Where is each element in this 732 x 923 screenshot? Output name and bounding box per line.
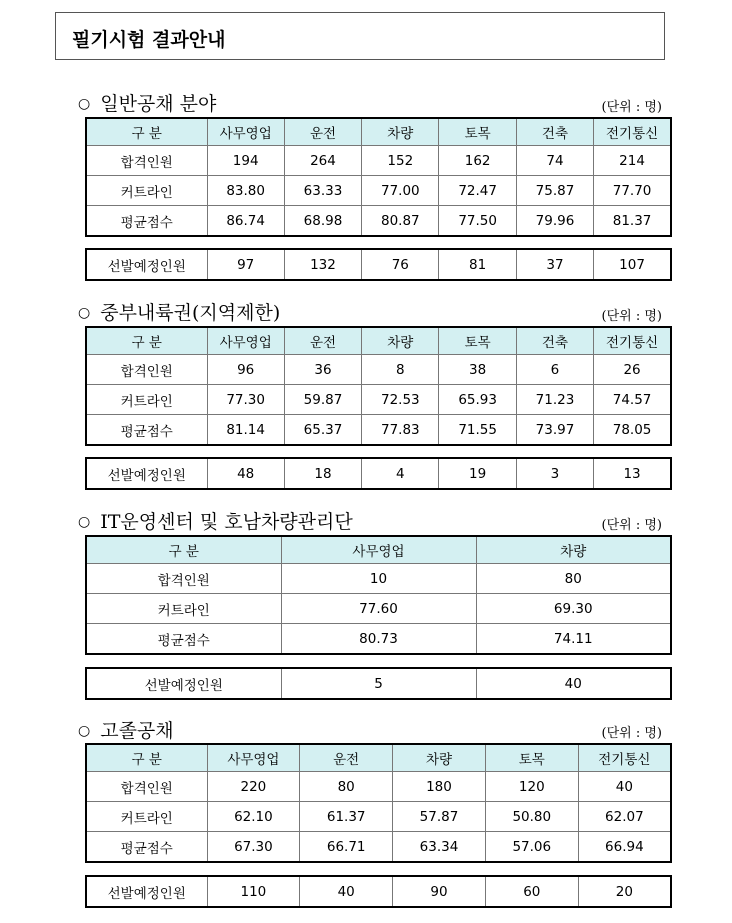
table-cell: 63.33 <box>284 176 361 206</box>
page-title: 필기시험 결과안내 <box>72 29 226 51</box>
table-cell: 10 <box>281 564 476 594</box>
column-header: 사무영업 <box>207 744 300 772</box>
selection-table-general <box>85 248 672 281</box>
selection-table-high-school <box>85 875 672 908</box>
column-header: 사무영업 <box>281 536 476 564</box>
table-cell: 26 <box>594 355 671 385</box>
column-header: 전기통신 <box>594 327 671 355</box>
table-cell: 96 <box>207 355 284 385</box>
table-cell: 83.80 <box>207 176 284 206</box>
row-label: 선발예정인원 <box>86 668 281 699</box>
table-row <box>86 772 671 802</box>
table-cell: 13 <box>594 458 671 489</box>
row-label: 커트라인 <box>86 385 207 415</box>
table-cell: 97 <box>207 249 284 280</box>
table-cell: 61.37 <box>300 802 393 832</box>
selection-table-it-honam <box>85 667 672 700</box>
table-cell: 40 <box>476 668 671 699</box>
table-cell: 63.34 <box>393 832 486 863</box>
table-cell: 73.97 <box>516 415 593 446</box>
table-cell: 77.50 <box>439 206 516 237</box>
table-cell: 110 <box>207 876 300 907</box>
table-row <box>86 355 671 385</box>
column-header: 운전 <box>284 327 361 355</box>
table-cell: 4 <box>362 458 439 489</box>
table-cell: 78.05 <box>594 415 671 446</box>
table-cell: 132 <box>284 249 361 280</box>
table-cell: 80 <box>300 772 393 802</box>
row-label: 선발예정인원 <box>86 458 207 489</box>
table-row <box>86 832 671 863</box>
table-cell: 77.70 <box>594 176 671 206</box>
table-header-row <box>86 118 671 146</box>
column-header: 전기통신 <box>594 118 671 146</box>
table-row <box>86 415 671 446</box>
table-cell: 72.53 <box>362 385 439 415</box>
table-cell: 80.87 <box>362 206 439 237</box>
table-cell: 69.30 <box>476 594 671 624</box>
results-table-it-honam <box>85 535 672 655</box>
table-cell: 57.87 <box>393 802 486 832</box>
results-table-high-school <box>85 743 672 863</box>
table-cell: 81 <box>439 249 516 280</box>
table-row <box>86 624 671 655</box>
table-cell: 81.37 <box>594 206 671 237</box>
row-label: 커트라인 <box>86 176 207 206</box>
column-header: 운전 <box>300 744 393 772</box>
column-header: 사무영업 <box>207 327 284 355</box>
table-cell: 40 <box>578 772 671 802</box>
table-cell: 37 <box>516 249 593 280</box>
column-header: 구 분 <box>86 536 281 564</box>
table-header-row <box>86 536 671 564</box>
table-row <box>86 564 671 594</box>
row-label: 합격인원 <box>86 772 207 802</box>
column-header: 건축 <box>516 327 593 355</box>
column-header: 건축 <box>516 118 593 146</box>
table-cell: 80 <box>476 564 671 594</box>
table-cell: 194 <box>207 146 284 176</box>
table-cell: 162 <box>439 146 516 176</box>
table-cell: 90 <box>393 876 486 907</box>
table-row <box>86 594 671 624</box>
table-cell: 180 <box>393 772 486 802</box>
table-cell: 3 <box>516 458 593 489</box>
table-cell: 48 <box>207 458 284 489</box>
table-cell: 36 <box>284 355 361 385</box>
results-table-general <box>85 117 672 237</box>
table-cell: 74.57 <box>594 385 671 415</box>
row-label: 합격인원 <box>86 564 281 594</box>
table-row <box>86 176 671 206</box>
selection-table-jungbu <box>85 457 672 490</box>
table-row <box>86 206 671 237</box>
column-header: 전기통신 <box>578 744 671 772</box>
table-cell: 220 <box>207 772 300 802</box>
table-cell: 19 <box>439 458 516 489</box>
unit-label: (단위 : 명) <box>601 726 662 741</box>
column-header: 차량 <box>393 744 486 772</box>
table-row <box>86 249 671 280</box>
table-cell: 77.30 <box>207 385 284 415</box>
table-cell: 62.10 <box>207 802 300 832</box>
column-header: 운전 <box>284 118 361 146</box>
table-row <box>86 668 671 699</box>
column-header: 토목 <box>439 118 516 146</box>
row-label: 선발예정인원 <box>86 249 207 280</box>
unit-label: (단위 : 명) <box>601 100 662 115</box>
row-label: 커트라인 <box>86 802 207 832</box>
table-cell: 86.74 <box>207 206 284 237</box>
table-cell: 77.83 <box>362 415 439 446</box>
table-cell: 60 <box>485 876 578 907</box>
column-header: 차량 <box>476 536 671 564</box>
table-cell: 77.00 <box>362 176 439 206</box>
column-header: 구 분 <box>86 327 207 355</box>
table-cell: 68.98 <box>284 206 361 237</box>
table-cell: 71.23 <box>516 385 593 415</box>
column-header: 차량 <box>362 327 439 355</box>
table-cell: 76 <box>362 249 439 280</box>
column-header: 구 분 <box>86 118 207 146</box>
row-label: 커트라인 <box>86 594 281 624</box>
table-cell: 79.96 <box>516 206 593 237</box>
table-cell: 214 <box>594 146 671 176</box>
table-cell: 107 <box>594 249 671 280</box>
table-cell: 6 <box>516 355 593 385</box>
table-cell: 264 <box>284 146 361 176</box>
table-row <box>86 146 671 176</box>
table-cell: 65.93 <box>439 385 516 415</box>
table-cell: 66.94 <box>578 832 671 863</box>
table-row <box>86 876 671 907</box>
table-cell: 67.30 <box>207 832 300 863</box>
section-heading-general: ○ 일반공채 분야 <box>78 93 217 115</box>
section-heading-it-honam: ○ IT운영센터 및 호남차량관리단 <box>78 511 353 533</box>
table-cell: 8 <box>362 355 439 385</box>
column-header: 토목 <box>485 744 578 772</box>
table-header-row <box>86 327 671 355</box>
table-cell: 152 <box>362 146 439 176</box>
row-label: 합격인원 <box>86 146 207 176</box>
table-cell: 74.11 <box>476 624 671 655</box>
page-title-box <box>55 12 665 60</box>
table-cell: 77.60 <box>281 594 476 624</box>
section-heading-high-school: ○ 고졸공채 <box>78 720 174 742</box>
table-cell: 57.06 <box>485 832 578 863</box>
row-label: 합격인원 <box>86 355 207 385</box>
row-label: 평균점수 <box>86 624 281 655</box>
table-header-row <box>86 744 671 772</box>
table-cell: 75.87 <box>516 176 593 206</box>
table-cell: 72.47 <box>439 176 516 206</box>
unit-label: (단위 : 명) <box>601 518 662 533</box>
table-cell: 66.71 <box>300 832 393 863</box>
table-cell: 50.80 <box>485 802 578 832</box>
column-header: 구 분 <box>86 744 207 772</box>
section-heading-jungbu: ○ 중부내륙권(지역제한) <box>78 302 281 324</box>
circle-bullet-icon: ○ <box>78 96 91 112</box>
table-cell: 81.14 <box>207 415 284 446</box>
table-cell: 38 <box>439 355 516 385</box>
table-cell: 74 <box>516 146 593 176</box>
table-cell: 20 <box>578 876 671 907</box>
table-cell: 5 <box>281 668 476 699</box>
column-header: 사무영업 <box>207 118 284 146</box>
row-label: 평균점수 <box>86 206 207 237</box>
unit-label: (단위 : 명) <box>601 309 662 324</box>
row-label: 평균점수 <box>86 832 207 863</box>
circle-bullet-icon: ○ <box>78 723 91 739</box>
table-cell: 59.87 <box>284 385 361 415</box>
column-header: 차량 <box>362 118 439 146</box>
table-cell: 80.73 <box>281 624 476 655</box>
table-cell: 62.07 <box>578 802 671 832</box>
results-table-jungbu <box>85 326 672 446</box>
circle-bullet-icon: ○ <box>78 305 91 321</box>
table-row <box>86 802 671 832</box>
table-cell: 18 <box>284 458 361 489</box>
table-cell: 71.55 <box>439 415 516 446</box>
table-cell: 40 <box>300 876 393 907</box>
table-row <box>86 385 671 415</box>
table-cell: 65.37 <box>284 415 361 446</box>
circle-bullet-icon: ○ <box>78 514 91 530</box>
table-row <box>86 458 671 489</box>
row-label: 평균점수 <box>86 415 207 446</box>
table-cell: 120 <box>485 772 578 802</box>
row-label: 선발예정인원 <box>86 876 207 907</box>
column-header: 토목 <box>439 327 516 355</box>
